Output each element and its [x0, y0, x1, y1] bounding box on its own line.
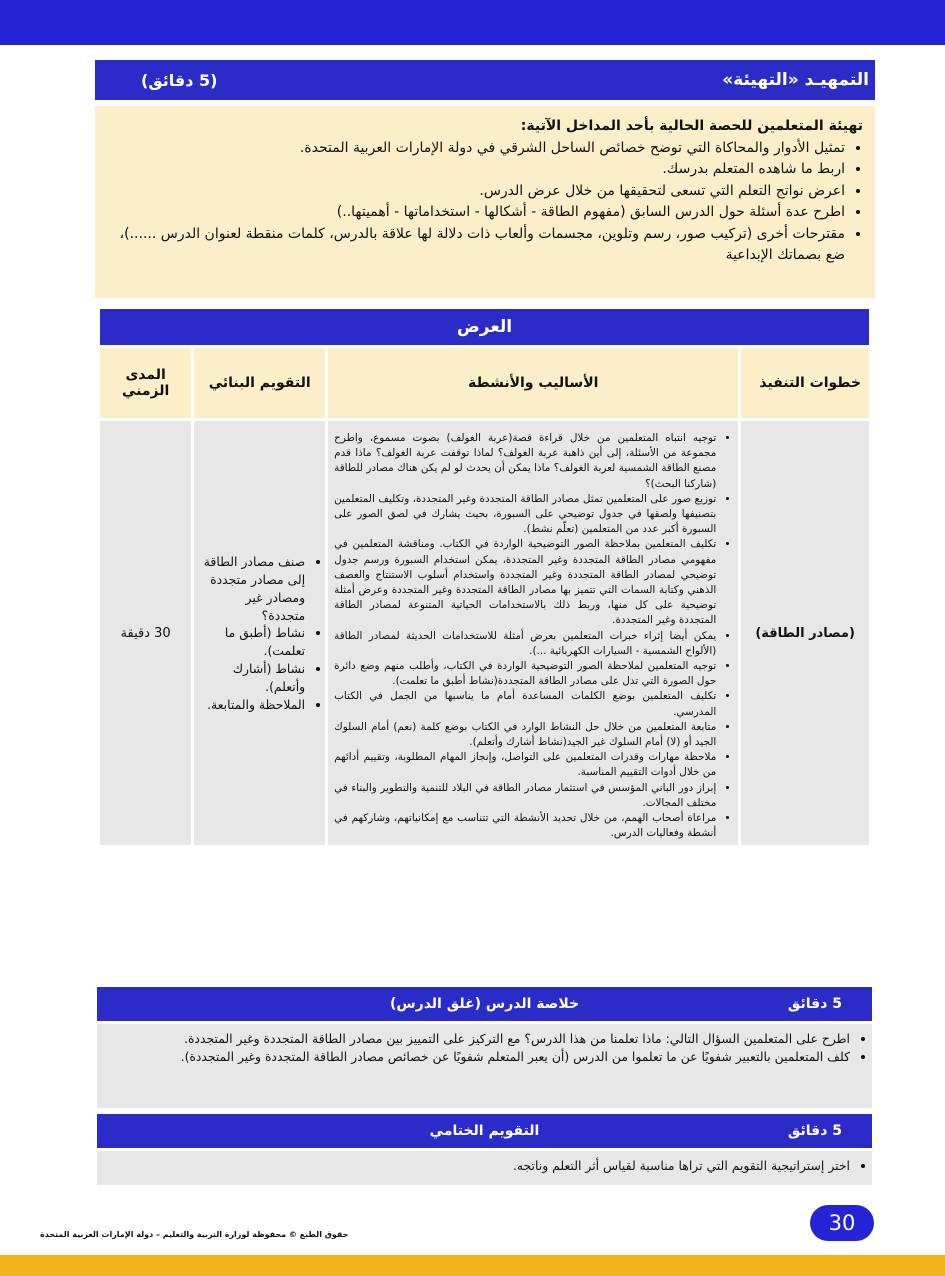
activity-item: • إبراز دور الباني المؤسس في استثمار مصادر الطاقة في البلاد للتنمية والتطوير والبناء في مختلف المجالات. — [334, 781, 716, 811]
summary-item: • اطرح على المتعلمين السؤال التالي: ماذا تعلمنا من هذا الدرس؟ مع التركيز على التمييز بين مصادر الطاقة المتجددة وغير المتجددة. — [103, 1030, 850, 1048]
summary-title: خلاصة الدرس (غلق الدرس) — [389, 996, 580, 1012]
col-duration-header: المدى الزمني — [99, 347, 193, 420]
intro-duration: (5 دقائق) — [141, 70, 218, 90]
activities-cell — [327, 420, 740, 847]
final-eval-header — [97, 1114, 872, 1148]
col-evaluation-header: التقويم البنائي — [193, 347, 327, 420]
summary-header — [97, 987, 872, 1021]
evaluation-item: • نشاط (أطبق ما تعلمت). — [198, 624, 305, 660]
summary-panel — [97, 1024, 872, 1108]
evaluation-cell — [193, 420, 327, 847]
final-eval-title: التقويم الختامي — [429, 1123, 540, 1139]
final-eval-panel — [97, 1151, 872, 1185]
summary-item: • كلف المتعلمين بالتعبير شفويًا عن ما تعلموا من الدرس (أن يعبر المتعلم شفويًا عن خصائص مصادر الطاقة المتجددة وغير المتجددة). — [103, 1048, 850, 1066]
evaluation-item: • الملاحظة والمتابعة. — [198, 696, 305, 714]
copyright-notice: حقوق الطبع © محفوظة لوزارة التربية والتعليم – دولة الإمارات العربية المتحدة — [40, 1230, 349, 1239]
intro-title: التمهيـد «التهيئة» — [722, 70, 869, 90]
col-steps-header: خطوات التنفيذ — [740, 347, 871, 420]
final-eval-duration: 5 دقائق — [787, 1123, 842, 1139]
activity-item: • توزيع صور على المتعلمين تمثل مصادر الطاقة المتجددة وغير المتجددة، وتكليف المتعلمين بتصنيفها ولصقها في جدول توضيحي على السبورة، بحيث يشارك في لصق الصور على السبورة أكبر عدد من المتعلمين (تعلّم نشط). — [334, 492, 716, 538]
intro-box — [95, 106, 875, 298]
intro-lead: تهيئة المتعلمين للحصة الحالية بأحد المداخل الآتية: — [520, 118, 863, 134]
evaluation-item: • نشاط (أشارك وأتعلم). — [198, 660, 305, 696]
intro-item: • مقترحات أخرى (تركيب صور، رسم وتلوين، مجسمات وألعاب ذات دلالة لها علاقة بالدرس، كلمات منقطة لعنوان الدرس ......)، ضع بصماتك الإبداعية — [105, 224, 845, 267]
activity-item: • توجيه المتعلمين لملاحظة الصور التوضيحية الواردة في الكتاب، وأطلب منهم وضع دائرة حول الصورة التي تدل على مصادر الطاقة المتجددة(نشاط أطبق ما تعلمت). — [334, 659, 716, 689]
intro-item: • اطرح عدة أسئلة حول الدرس السابق (مفهوم الطاقة - أشكالها - استخداماتها - أهميتها..) — [105, 202, 845, 224]
presentation-title: العرض — [99, 308, 871, 347]
activity-item: • متابعة المتعلمين من خلال حل النشاط الوارد في الكتاب بوضع كلمة (نعم) أمام السلوك الجيد أو (لا) أمام السلوك غير الجيد(نشاط أشارك وأتعلم). — [334, 720, 716, 750]
steps-cell: (مصادر الطاقة) — [740, 420, 871, 847]
col-activities-header: الأساليب والأنشطة — [327, 347, 740, 420]
intro-item: • اعرض نواتج التعلم التي تسعى لتحقيقها من خلال عرض الدرس. — [105, 181, 845, 203]
activity-item: • توجيه انتباه المتعلمين من خلال قراءة قصة(عربة الغولف) بصوت مسموع، واطرح مجموعة من الأسئلة، إلى أين ذاهبة عربة الغولف؟ لماذا توقفت عربة الغولف؟ ماذا قدم مصنع الطاقة الشمسية لعربة الغولف؟ ماذا يمكن أن يحدث لو لم يكن هناك مصادر للطاقة (شاركنا البحث)؟ — [334, 431, 716, 492]
evaluation-item: • صنف مصادر الطاقة إلى مصادر متجددة ومصادر غير متجددة؟ — [198, 553, 305, 624]
top-color-band — [0, 0, 945, 45]
intro-item: • تمثيل الأدوار والمحاكاة التي توضح خصائص الساحل الشرقي في دولة الإمارات العربية المتحدة. — [105, 138, 845, 160]
intro-list — [105, 138, 863, 267]
page-number: 30 — [810, 1205, 874, 1241]
activity-item: • ملاحظة مهارات وقدرات المتعلمين على التواصل، وإنجاز المهام المطلوبة، وتقييم أدائهم من خلال أدوات التقييم المناسبة. — [334, 750, 716, 780]
presentation-table — [97, 306, 872, 848]
duration-cell: 30 دقيقة — [99, 420, 193, 847]
intro-header — [95, 60, 875, 100]
activity-item: • مراعاة أصحاب الهمم، من خلال تحديد الأنشطة التي تتناسب مع إمكانياتهم، وشاركهم في أنشطة وفعاليات الدرس. — [334, 811, 716, 841]
activity-item: • تكليف المتعلمين بوضع الكلمات المساعدة أمام ما يناسبها من الجمل في الكتاب المدرسي. — [334, 689, 716, 719]
final-eval-item: • اختر إستراتيجية التقويم التي تراها مناسبة لقياس أثر التعلم وناتجه. — [103, 1157, 850, 1175]
summary-duration: 5 دقائق — [787, 996, 842, 1012]
bottom-color-band — [0, 1255, 945, 1276]
activity-item: • يمكن أيضا إثراء خبرات المتعلمين بعرض أمثلة للاستخدامات الحديثة لمصادر الطاقة (الألواح الشمسية - السيارات الكهربائية ...). — [334, 629, 716, 659]
activity-item: • تكليف المتعلمين بملاحظة الصور التوضيحية الواردة في الكتاب. ومناقشة المتعلمين في مفهومي مصادر الطاقة المتجددة وغير المتجددة، يمكن استخدام السبورة ورسم جدول توضيحي لمصادر الطاقة المتجددة وغير المتجددة واستخدام أسلوب الاستنتاج والعصف الذهني وكتابة السمات التي تتميز بها مصادر الطاقة المتجددة وغير المتجددة وعرض أمثلة توضيحية على كل منها، وربط ذلك بالاستخدامات الحياتية المتنوعة لمصادر الطاقة المتجددة وغير المتجددة. — [334, 537, 716, 628]
intro-item: • اربط ما شاهده المتعلم بدرسك. — [105, 159, 845, 181]
